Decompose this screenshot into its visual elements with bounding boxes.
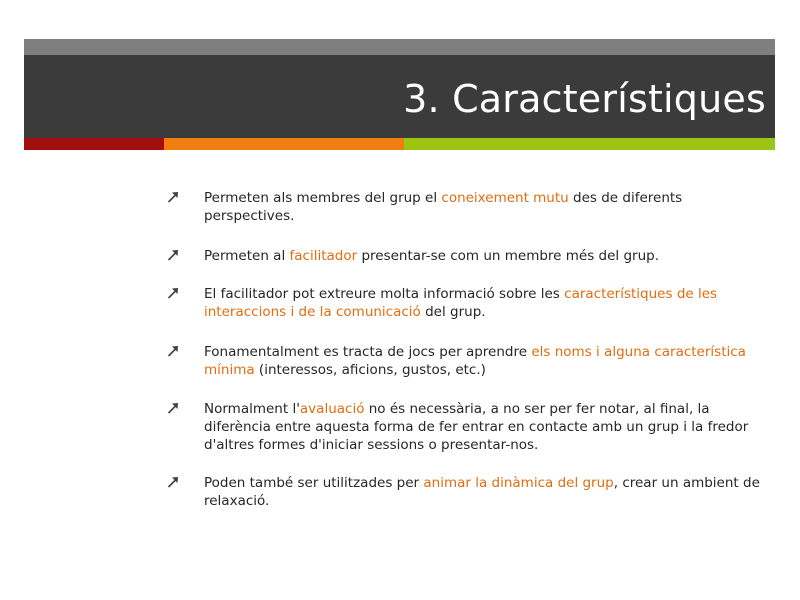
bullet-text: [204, 343, 766, 379]
arrow-up-right-icon: [166, 248, 180, 262]
text-segment: des de diferents perspectives.: [204, 190, 683, 224]
accent-bar-red: [24, 138, 164, 150]
highlighted-text: coneixement mutu: [441, 190, 569, 206]
text-segment: , crear un ambient de relaxació.: [204, 475, 760, 509]
arrow-up-right-icon: [166, 475, 180, 489]
highlighted-text: avaluació: [299, 401, 365, 417]
bullet-text: [204, 189, 766, 225]
arrow-up-right-icon: [166, 344, 180, 358]
slide-title: 3. Característiques: [403, 77, 766, 121]
text-segment: no és necessària, a no ser per fer notar, al final, la diferència entre aquesta forma de fer entrar en contacte amb un grup i la fredor d'altres formes d'iniciar sessions o presentar-nos.: [204, 401, 749, 453]
text-segment: Normalment l': [204, 401, 300, 417]
highlighted-text: animar la dinàmica del grup: [423, 475, 614, 491]
bullet-text: [204, 285, 766, 321]
bullet-text: [204, 400, 766, 454]
text-segment: Permeten al: [204, 248, 290, 264]
accent-bar-orange: [164, 138, 404, 150]
highlighted-text: característiques de les interaccions i de la comunicació: [204, 286, 718, 320]
arrow-up-right-icon: [166, 286, 180, 300]
text-segment: presentar-se com un membre més del grup.: [357, 248, 660, 264]
bullet-text: [204, 474, 766, 510]
highlighted-text: facilitador: [289, 248, 358, 264]
highlighted-text: els noms i alguna característica mínima: [204, 344, 746, 378]
accent-bar-green: [404, 138, 775, 150]
text-segment: Fonamentalment es tracta de jocs per aprendre: [204, 344, 532, 360]
text-segment: Permeten als membres del grup el: [204, 190, 442, 206]
arrow-up-right-icon: [166, 190, 180, 204]
text-segment: (interessos, aficions, gustos, etc.): [254, 362, 486, 378]
arrow-up-right-icon: [166, 401, 180, 415]
header-top-strip: [24, 39, 775, 55]
bullet-text: [204, 247, 766, 265]
text-segment: del grup.: [420, 304, 486, 320]
text-segment: Poden també ser utilitzades per: [204, 475, 424, 491]
text-segment: El facilitador pot extreure molta informació sobre les: [204, 286, 565, 302]
